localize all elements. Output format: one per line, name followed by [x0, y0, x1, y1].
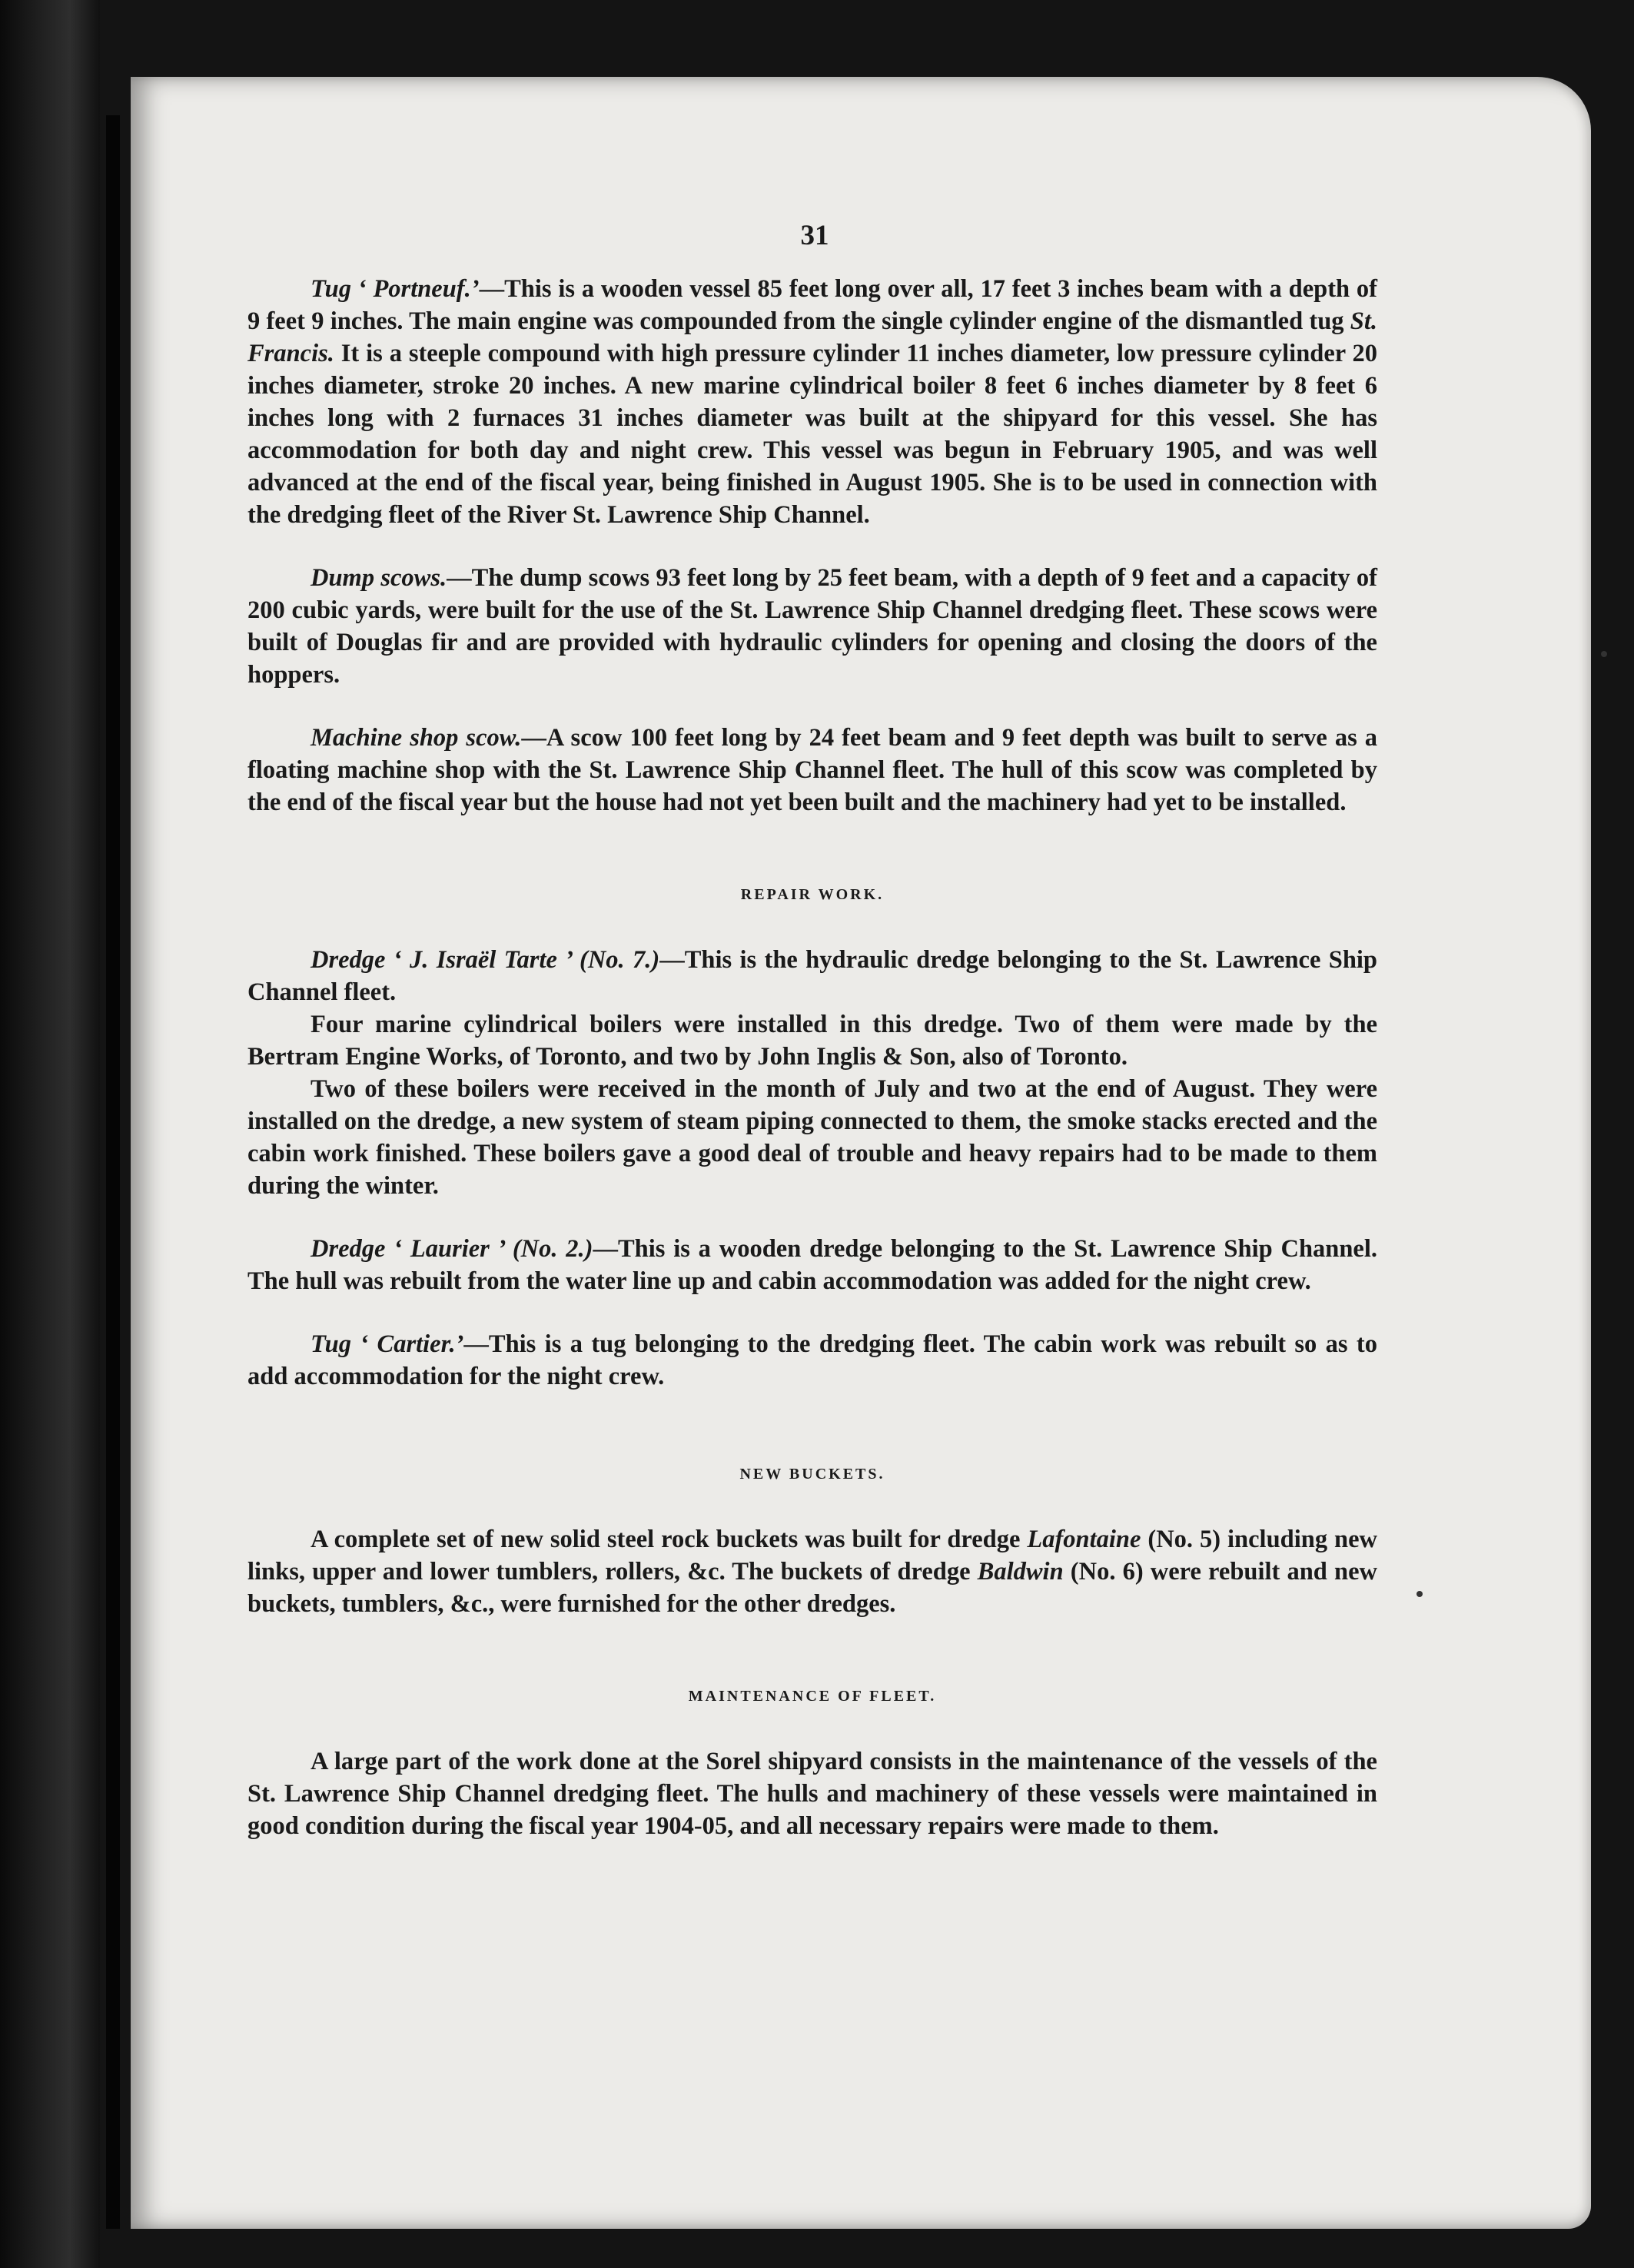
text-tarte: —This is the hydraulic dredge belonging to the St. Lawrence Ship Channel fleet. [247, 946, 1378, 1006]
paragraph-tarte [247, 944, 1377, 1008]
text-buckets-2: (No. 5) including new links, upper and lower tumblers, rollers, &c. The buckets of dredge [247, 1526, 1377, 1586]
name-st-francis: St. Francis. [247, 307, 1377, 367]
page-content [247, 273, 1377, 1842]
text-machine-shop: —A scow 100 feet long by 24 feet beam and 9 feet depth was built to serve as a floating machine shop with the St. Lawrence Ship Channel fleet. The hull of this scow was completed by the end of the fiscal year but the house had not yet been built and the machinery had yet to be installed. [247, 724, 1377, 816]
paragraph-laurier [247, 1233, 1377, 1297]
lead-dump-scows: Dump scows. [311, 564, 447, 592]
page-spine-edge [106, 115, 120, 2229]
lead-machine-shop: Machine shop scow. [311, 724, 522, 752]
heading-maintenance: MAINTENANCE OF FLEET. [688, 1688, 937, 1705]
text-cartier: —This is a tug belonging to the dredging fleet. The cabin work was rebuilt so as to add accommodation for the night crew. [247, 1330, 1377, 1390]
lead-cartier: Tug ‘ Cartier.’ [311, 1330, 464, 1358]
paragraph-machine-shop [247, 722, 1377, 819]
page-number: 31 [800, 220, 829, 251]
paragraph-portneuf [247, 273, 1377, 531]
heading-new-buckets: NEW BUCKETS. [739, 1466, 885, 1483]
paragraph-tarte-installation: Two of these boilers were received in the month of July and two at the end of August. They were installed on the dredge, a new system of steam piping connected to them, the smoke stacks erected and the cabin work finished. These boilers gave a good deal of trouble and heavy repairs had to be made to them during the winter. [247, 1075, 1377, 1200]
text-buckets-1: A complete set of new solid steel rock buckets was built for dredge [311, 1526, 1028, 1553]
paragraph-maintenance: A large part of the work done at the Sorel shipyard consists in the maintenance of the vessels of the St. Lawrence Ship Channel dredging fleet. The hulls and machinery of these vessels were maintained in good condition during the fiscal year 1904-05, and all necessary repairs were made to them. [247, 1748, 1377, 1840]
text-portneuf: —This is a wooden vessel 85 feet long over all, 17 feet 3 inches beam with a depth of 9 feet 9 inches. The main engine was compounded from the single cylinder engine of the dismantled tug [247, 275, 1377, 335]
lead-portneuf: Tug ‘ Portneuf.’ [311, 275, 480, 303]
lead-tarte: Dredge ‘ J. Israël Tarte ’ (No. 7.) [311, 946, 660, 974]
paragraph-dump-scows [247, 562, 1377, 691]
paragraph-tarte-boilers: Four marine cylindrical boilers were installed in this dredge. Two of them were made by the Bertram Engine Works, of Toronto, and two by John Inglis & Son, also of Toronto. [247, 1011, 1377, 1071]
text-dump-scows: —The dump scows 93 feet long by 25 feet beam, with a depth of 9 feet and a capacity of 200 cubic yards, were built for the use of the St. Lawrence Ship Channel dredging fleet. These scows were built of Douglas fir and are provided with hydraulic cylinders for opening and closing the doors of the hoppers. [247, 564, 1377, 689]
text-portneuf-2: It is a steeple compound with high pressure cylinder 11 inches diameter, low pressure cylinder 20 inches diameter, stroke 20 inches. A new marine cylindrical boiler 8 feet 6 inches diameter by 8 feet 6 inches long with 2 furnaces 31 inches diameter was built at the shipyard for this vessel. She has accommodation for both day and night crew. This vessel was begun in February 1905, and was well advanced at the end of the fiscal year, being finished in August 1905. She is to be used in connection with the dredging fleet of the River St. Lawrence Ship Channel. [247, 340, 1377, 529]
heading-repair-work: REPAIR WORK. [740, 886, 885, 903]
name-lafontaine: Lafontaine [1027, 1526, 1141, 1553]
name-baldwin: Baldwin [977, 1558, 1064, 1586]
text-buckets-3: (No. 6) were rebuilt and new buckets, tumblers, &c., were furnished for the other dredges. [247, 1558, 1377, 1618]
book-binding-shadow [0, 0, 100, 2268]
lead-laurier: Dredge ‘ Laurier ’ (No. 2.) [311, 1235, 593, 1263]
margin-speck [1601, 651, 1607, 657]
margin-speck [1416, 1591, 1423, 1597]
text-laurier: —This is a wooden dredge belonging to the St. Lawrence Ship Channel. The hull was rebuilt from the water line up and cabin accommodation was added for the night crew. [247, 1235, 1377, 1295]
paragraph-cartier [247, 1328, 1377, 1393]
paragraph-new-buckets [247, 1523, 1377, 1620]
